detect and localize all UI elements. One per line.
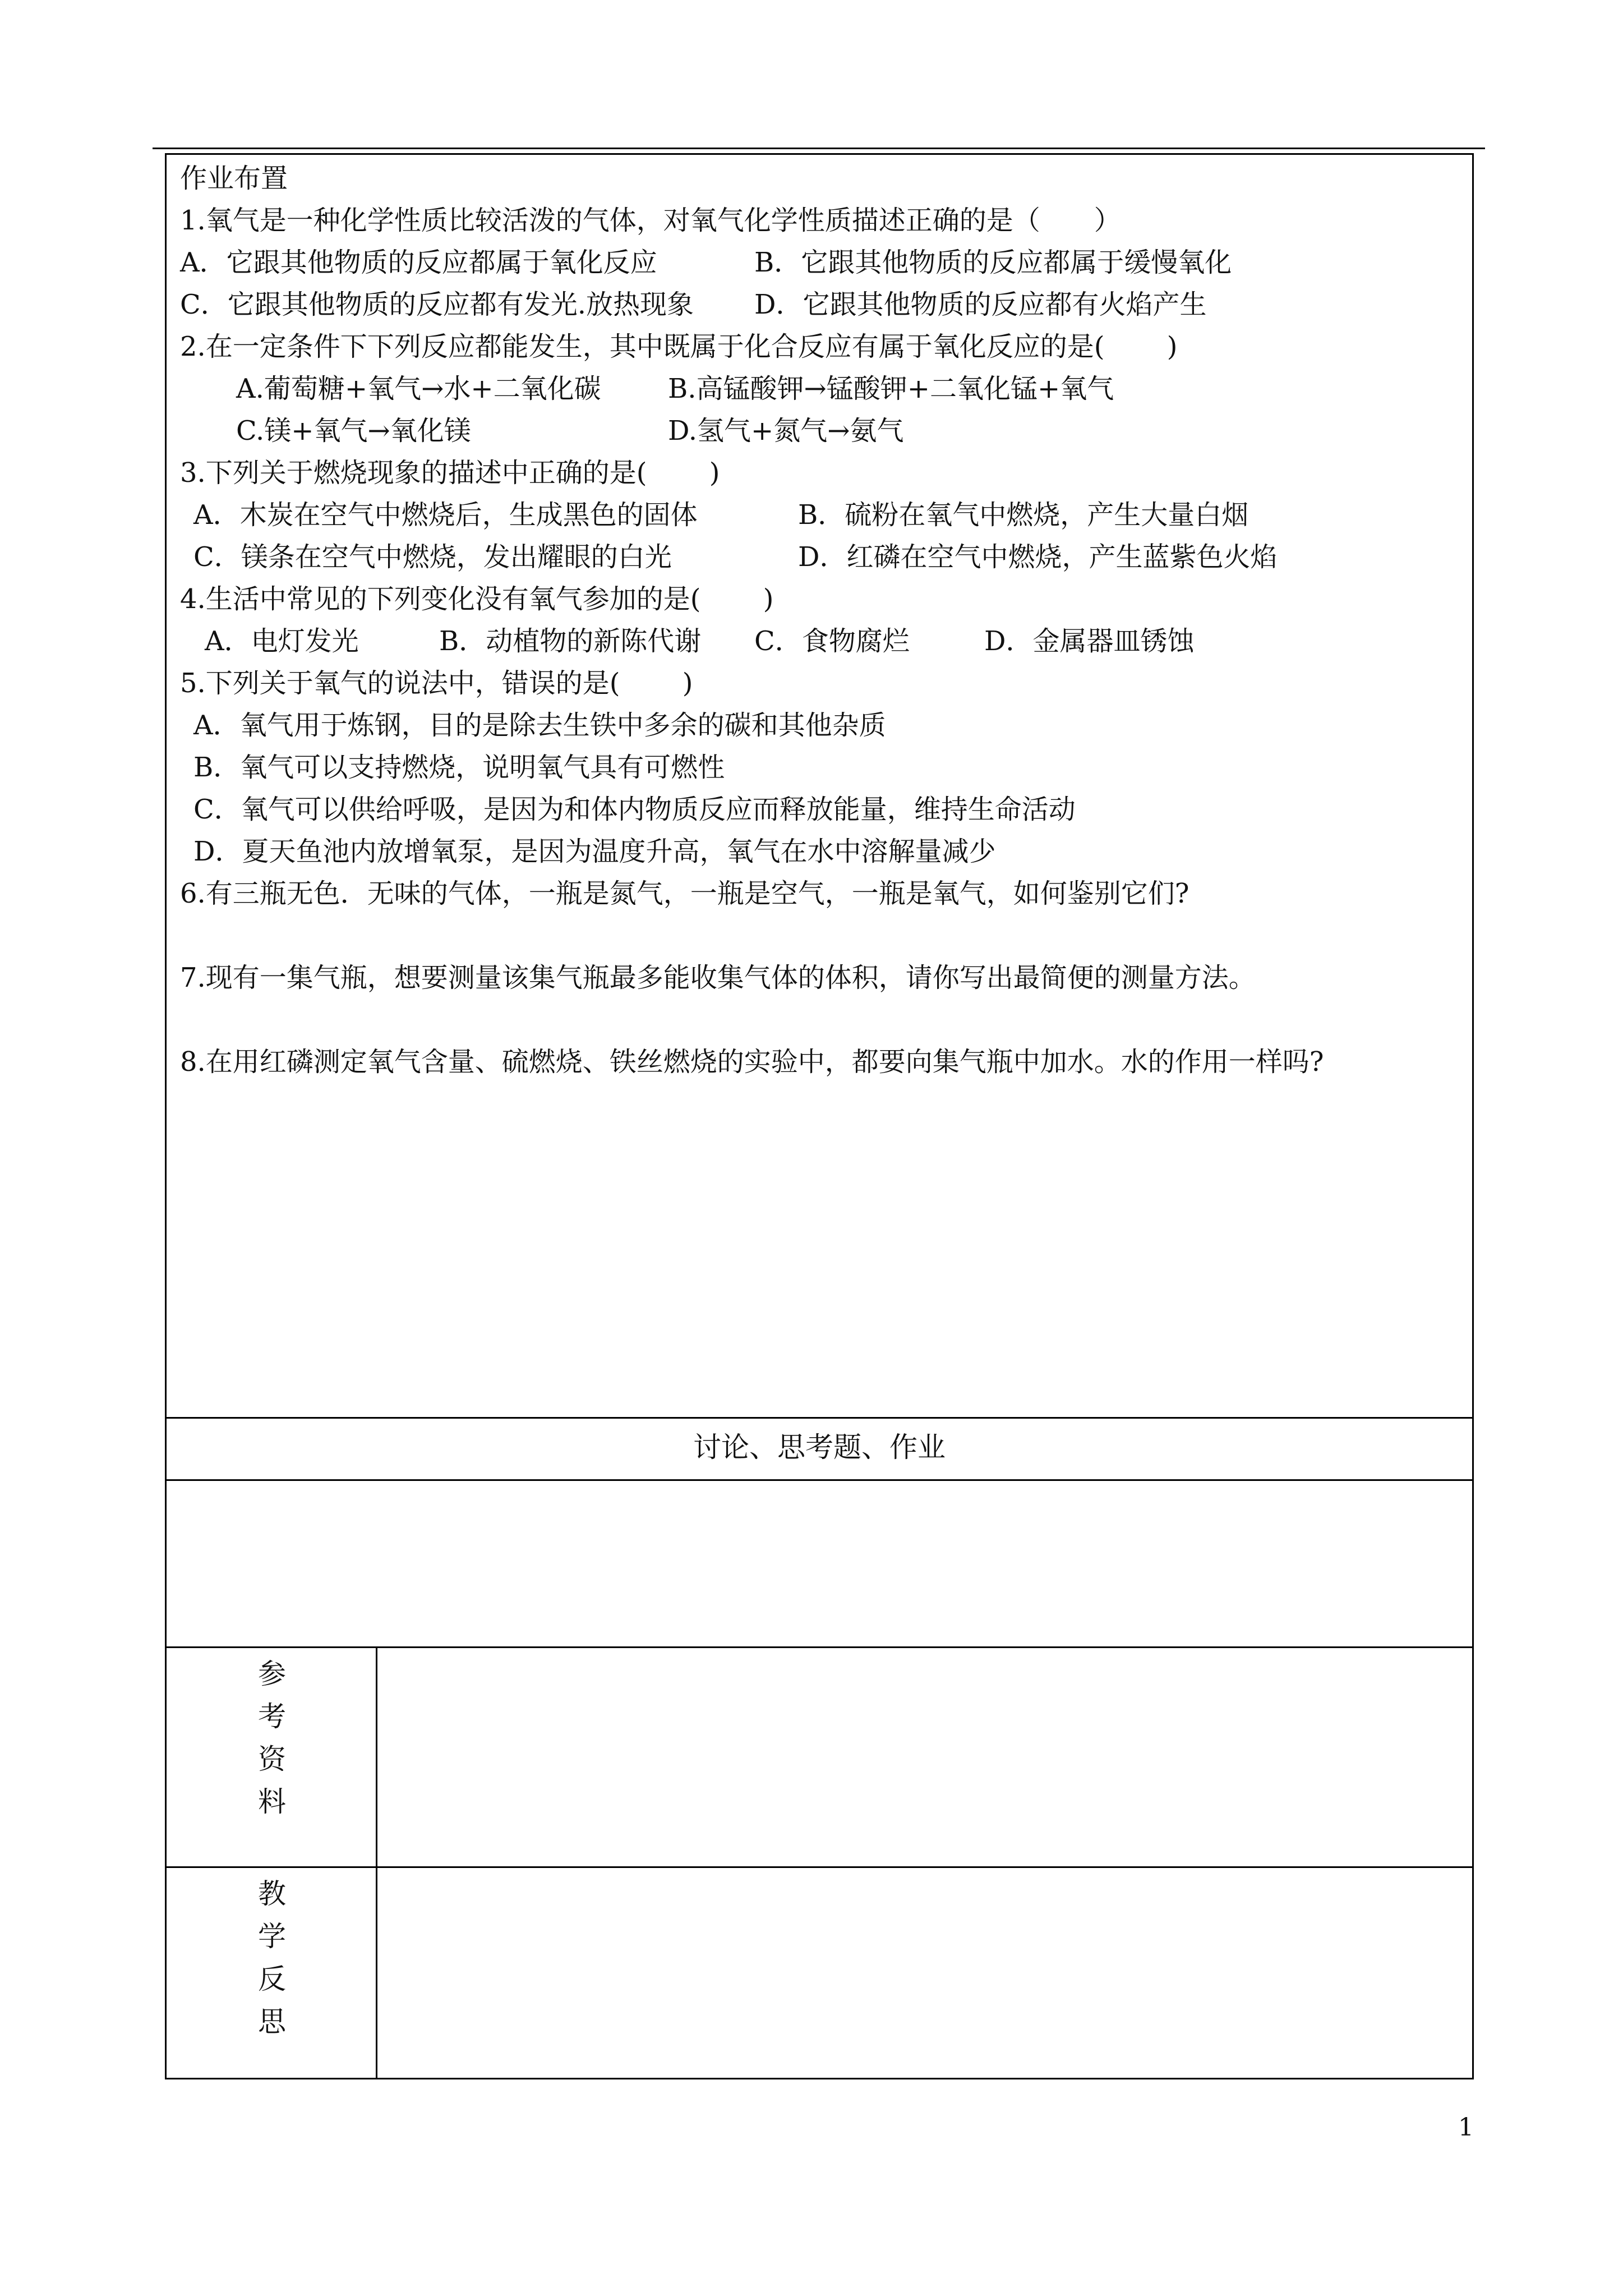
q3-option-a: A．木炭在空气中燃烧后，生成黑色的固体 <box>193 499 698 531</box>
q1-stem: 1.氧气是一种化学性质比较活泼的气体，对氧气化学性质描述正确的是（ ） <box>180 205 1121 236</box>
reference-label-char: 参 <box>258 1658 286 1690</box>
reflection-label <box>167 1872 377 2043</box>
q2-option-d: D.氢气+氮气→氨气 <box>668 415 904 447</box>
reflection-label-char: 教 <box>258 1878 286 1910</box>
q6: 6.有三瓶无色．无味的气体，一瓶是氮气，一瓶是空气，一瓶是氧气，如何鉴别它们? <box>180 878 1189 909</box>
q7: 7.现有一集气瓶，想要测量该集气瓶最多能收集气体的体积，请你写出最简便的测量方法。 <box>180 962 1256 993</box>
reflection-label-char: 反 <box>258 1963 286 1995</box>
q5-option-c: C．氧气可以供给呼吸，是因为和体内物质反应而释放能量，维持生命活动 <box>193 794 1076 825</box>
q5-option-d: D．夏天鱼池内放增氧泵，是因为温度升高，氧气在水中溶解量减少 <box>193 836 996 867</box>
q3-option-b: B．硫粉在氧气中燃烧，产生大量白烟 <box>798 499 1249 531</box>
q2-option-c: C.镁+氧气→氧化镁 <box>236 415 471 447</box>
q3-stem: 3.下列关于燃烧现象的描述中正确的是( ) <box>180 457 720 489</box>
q1-option-c: C．它跟其他物质的反应都有发光.放热现象 <box>180 289 694 320</box>
q3-option-c: C．镁条在空气中燃烧，发出耀眼的白光 <box>193 541 672 573</box>
q5-option-b: B．氧气可以支持燃烧，说明氧气具有可燃性 <box>193 752 725 783</box>
q5-stem: 5.下列关于氧气的说法中，错误的是( ) <box>180 668 693 699</box>
header-rule <box>153 148 1485 149</box>
homework-heading: 作业布置 <box>180 163 288 194</box>
homework-section <box>165 153 1474 1419</box>
q1-option-d: D．它跟其他物质的反应都有火焰产生 <box>754 289 1207 320</box>
reflection-label-char: 思 <box>258 2005 286 2038</box>
reference-label-cell <box>167 1648 377 1866</box>
reference-label-char: 考 <box>258 1700 286 1733</box>
q4-option-d: D．金属器皿锈蚀 <box>984 625 1195 657</box>
q2-stem: 2.在一定条件下下列反应都能发生，其中既属于化合反应有属于氧化反应的是( ) <box>180 331 1178 362</box>
reflection-row <box>165 1868 1474 2079</box>
discussion-answer-area <box>165 1481 1474 1648</box>
q8: 8.在用红磷测定氧气含量、硫燃烧、铁丝燃烧的实验中，都要向集气瓶中加水。水的作用一样吗? <box>180 1046 1324 1078</box>
q4-stem: 4.生活中常见的下列变化没有氧气参加的是( ) <box>180 583 774 615</box>
reflection-label-char: 学 <box>258 1920 286 1953</box>
q2-option-a: A.葡萄糖+氧气→水+二氧化碳 <box>236 373 601 404</box>
q1-option-b: B．它跟其他物质的反应都属于缓慢氧化 <box>754 247 1232 278</box>
q2-option-b: B.高锰酸钾→锰酸钾+二氧化锰+氧气 <box>668 373 1114 404</box>
q4-option-a: A．电灯发光 <box>205 625 359 657</box>
discussion-header-row <box>165 1417 1474 1481</box>
q4-option-c: C．食物腐烂 <box>754 625 910 657</box>
reference-label <box>167 1653 377 1823</box>
q4-option-b: B．动植物的新陈代谢 <box>439 625 702 657</box>
discussion-title: 讨论、思考题、作业 <box>693 1431 946 1464</box>
reference-row <box>165 1648 1474 1868</box>
reflection-label-cell <box>167 1868 377 2078</box>
reference-label-char: 资 <box>258 1743 286 1775</box>
q3-option-d: D．红磷在空气中燃烧，产生蓝紫色火焰 <box>798 541 1278 573</box>
q5-option-a: A．氧气用于炼钢，目的是除去生铁中多余的碳和其他杂质 <box>193 710 886 741</box>
page-number: 1 <box>1458 2113 1474 2142</box>
reference-label-char: 料 <box>258 1786 286 1818</box>
q1-option-a: A．它跟其他物质的反应都属于氧化反应 <box>180 247 657 278</box>
